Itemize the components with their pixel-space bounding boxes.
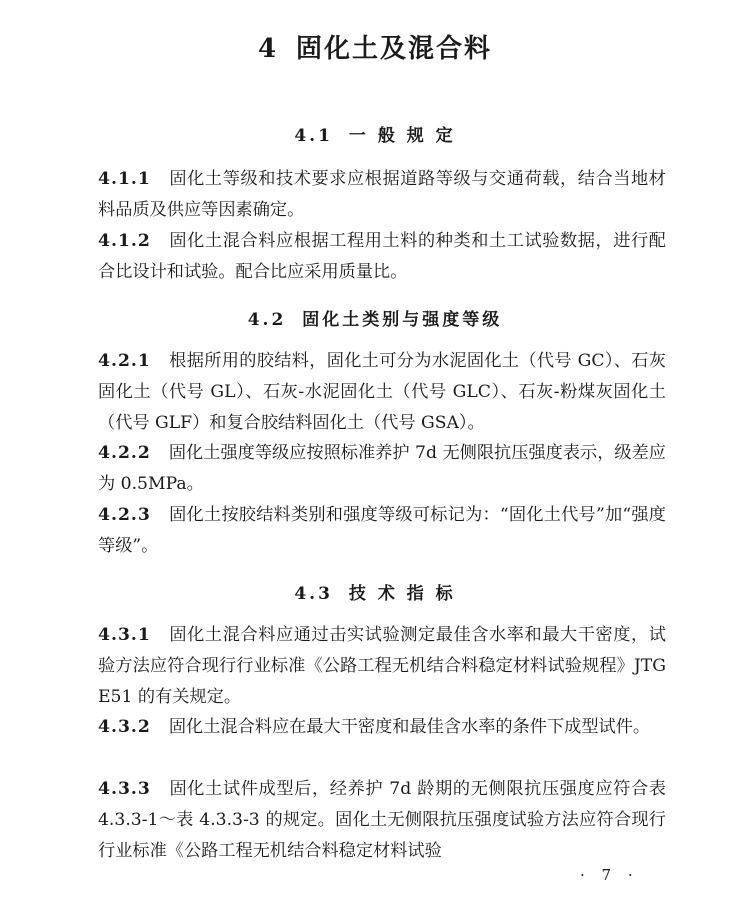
- chapter-title-text: 固化土及混合料: [296, 34, 493, 64]
- clause-4-2-2: [98, 438, 666, 500]
- clause-4-2-1: [98, 346, 666, 439]
- clause-number: 4.3.3: [98, 779, 151, 799]
- clause-4-2-3: [98, 500, 666, 562]
- clause-number: 4.1.2: [98, 231, 151, 251]
- clause-4-3-2: [98, 712, 666, 743]
- clause-text: 固化土混合料应通过击实试验测定最佳含水率和最大干密度，试验方法应符合现行行业标准《公路工程无机结合料稳定材料试验规程》JTG E51 的有关规定。: [98, 625, 666, 707]
- clause-number: 4.2.1: [98, 351, 151, 371]
- clause-text: 固化土试件成型后，经养护 7d 龄期的无侧限抗压强度应符合表 4.3.3-1～表 4.3.3-3 的规定。固化土无侧限抗压强度试验方法应符合现行行业标准《公路工程无机结合料稳定材料试验: [98, 779, 666, 861]
- page-number: · 7 ·: [580, 866, 639, 884]
- section-heading-4-3: [0, 579, 750, 604]
- section-title: 固化土类别与强度等级: [302, 310, 503, 330]
- clause-4-3-1: [98, 620, 666, 713]
- section-number: 4.2: [247, 310, 287, 330]
- clause-4-1-1: [98, 164, 666, 226]
- clause-number: 4.3.1: [98, 625, 151, 645]
- clause-text: 固化土混合料应在最大干密度和最佳含水率的条件下成型试件。: [168, 717, 651, 737]
- section-heading-4-2: [0, 305, 750, 330]
- clause-4-1-2: [98, 226, 666, 288]
- clause-4-3-3: [98, 774, 666, 867]
- clause-text: 固化土按胶结料类别和强度等级可标记为：“固化土代号”加“强度等级”。: [98, 505, 666, 556]
- clause-text: 固化土强度等级应按照标准养护 7d 无侧限抗压强度表示，级差应为 0.5MPa。: [98, 443, 666, 494]
- clause-number: 4.2.2: [98, 443, 151, 463]
- chapter-number: 4: [257, 34, 279, 64]
- clause-text: 固化土等级和技术要求应根据道路等级与交通荷载，结合当地材料品质及供应等因素确定。: [98, 169, 666, 220]
- section-title: 一 般 规 定: [348, 126, 456, 146]
- clause-number: 4.3.2: [98, 717, 151, 737]
- section-heading-4-1: [0, 121, 750, 146]
- section-number: 4.3: [294, 584, 333, 604]
- section-title: 技 术 指 标: [348, 584, 456, 604]
- clause-text: 根据所用的胶结料，固化土可分为水泥固化土（代号 GC）、石灰固化土（代号 GL）、石灰-水泥固化土（代号 GLC）、石灰-粉煤灰固化土（代号 GLF）和复合胶结料固化土（代号 GSA）。: [98, 351, 666, 433]
- clause-number: 4.2.3: [98, 505, 151, 525]
- chapter-title: [0, 28, 750, 65]
- section-number: 4.1: [294, 126, 333, 146]
- clause-text: 固化土混合料应根据工程用土料的种类和土工试验数据，进行配合比设计和试验。配合比应采用质量比。: [98, 231, 666, 282]
- clause-number: 4.1.1: [98, 169, 151, 189]
